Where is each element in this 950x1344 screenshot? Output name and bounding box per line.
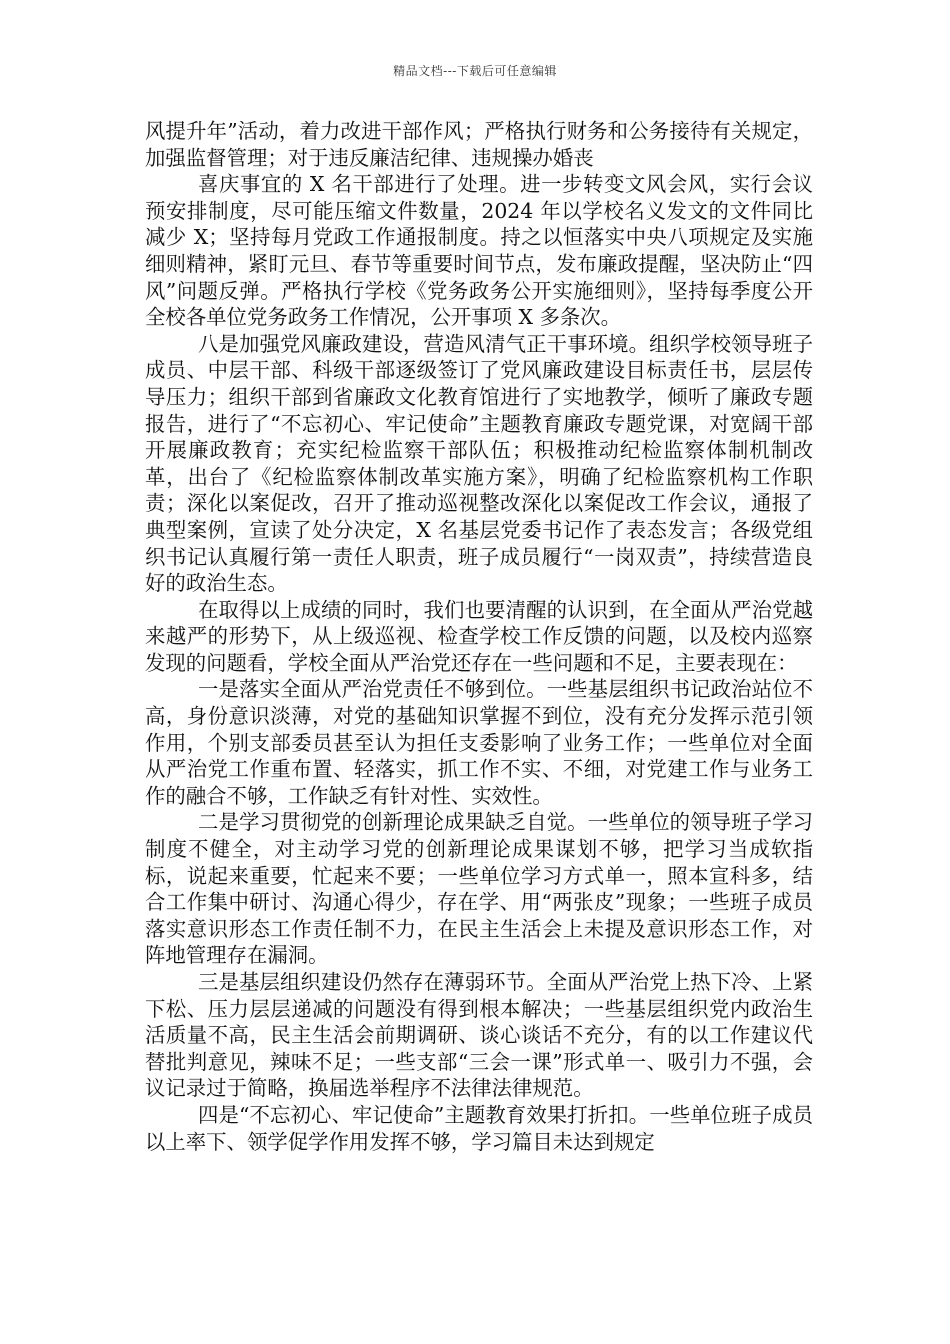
document-body xyxy=(145,118,813,1155)
page-header: 精品文档---下载后可任意编辑 xyxy=(393,64,557,78)
paragraph: 八是加强党风廉政建设，营造风清气正干事环境。组织学校领导班子成员、中层干部、科级干部逐级签订了党风廉政建设目标责任书，层层传导压力；组织干部到省廉政文化教育馆进行了实地教学，倾听了廉政专题报告，进行了“不忘初心、牢记使命”主题教育廉政专题党课，对宽阔干部开展廉政教育；充实纪检监察干部队伍；积极推动纪检监察体制机制改革，出台了《纪检监察体制改革实施方案》，明确了纪检监察机构工作职责；深化以案促改，召开了推动巡视整改深化以案促改工作会议，通报了典型案例，宣读了处分决定，X 名基层党委书记作了表态发言；各级党组织书记认真履行第一责任人职责，班子成员履行“一岗双责”，持续营造良好的政治生态。 xyxy=(145,331,813,596)
paragraph-continuation: 风提升年”活动，着力改进干部作风；严格执行财务和公务接待有关规定，加强监督管理；对于违反廉洁纪律、违规操办婚丧 xyxy=(145,119,813,170)
paragraph: 三是基层组织建设仍然存在薄弱环节。全面从严治党上热下冷、上紧下松、压力层层递减的问题没有得到根本解决；一些基层组织党内政治生活质量不高，民主生活会前期调研、谈心谈话不充分，有的以工作建议代替批判意见，辣味不足；一些支部“三会一课”形式单一、吸引力不强，会议记录过于简略，换届选举程序不法律法律规范。 xyxy=(145,970,813,1101)
paragraph: 喜庆事宜的 X 名干部进行了处理。进一步转变文风会风，实行会议预安排制度，尽可能压缩文件数量，2024 年以学校名义发文的文件同比减少 X；坚持每月党政工作通报制度。持之以恒落实中央八项规定及实施细则精神，紧盯元旦、春节等重要时间节点，发布廉政提醒，坚决防止“四风”问题反弹。严格执行学校《党务政务公开实施细则》，坚持每季度公开全校各单位党务政务工作情况，公开事项 X 多条次。 xyxy=(145,172,813,330)
paragraph: 四是“不忘初心、牢记使命”主题教育效果打折扣。一些单位班子成员以上率下、领学促学作用发挥不够，学习篇目未达到规定 xyxy=(145,1102,813,1154)
paragraph: 二是学习贯彻党的创新理论成果缺乏自觉。一些单位的领导班子学习制度不健全，对主动学习党的创新理论成果谋划不够，把学习当成软指标，说起来重要，忙起来不要；一些单位学习方式单一，照本宣科多，结合工作集中研讨、沟通心得少，存在学、用“两张皮”现象；一些班子成员落实意识形态工作责任制不力，在民主生活会上未提及意识形态工作，对阵地管理存在漏洞。 xyxy=(145,810,813,968)
paragraph: 一是落实全面从严治党责任不够到位。一些基层组织书记政治站位不高，身份意识淡薄，对党的基础知识掌握不到位，没有充分发挥示范引领作用，个别支部委员甚至认为担任支委影响了业务工作；一些单位对全面从严治党工作重布置、轻落实，抓工作不实、不细，对党建工作与业务工作的融合不够，工作缺乏有针对性、实效性。 xyxy=(145,677,813,808)
paragraph: 在取得以上成绩的同时，我们也要清醒的认识到，在全面从严治党越来越严的形势下，从上级巡视、检查学校工作反馈的问题，以及校内巡察发现的问题看，学校全面从严治党还存在一些问题和不足，主要表现在： xyxy=(145,597,813,675)
